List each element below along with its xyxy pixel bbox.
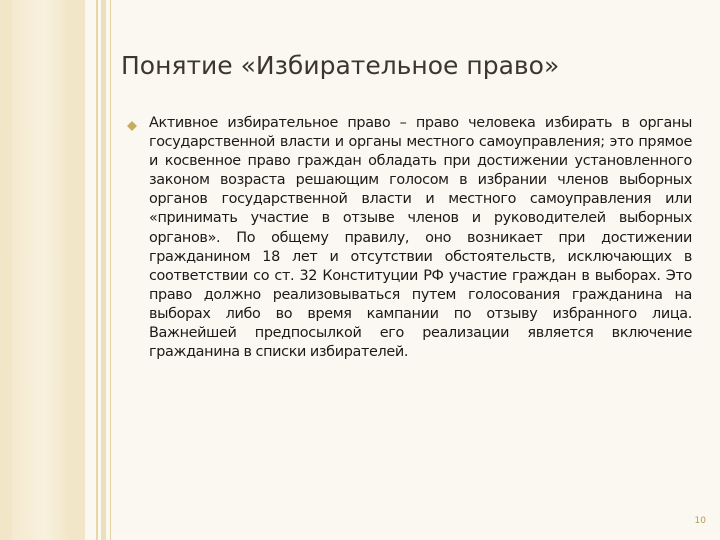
slide-title: Понятие «Избирательное право» [121, 51, 560, 80]
page-number: 10 [694, 516, 706, 526]
decorative-stripe [101, 0, 106, 540]
left-decorative-band-highlight [12, 0, 67, 540]
diamond-bullet-icon [127, 121, 137, 131]
decorative-stripe [110, 0, 111, 540]
body-paragraph: Активное избирательное право – право человека избирать в органы государственной власти и органы местного самоуправления; это прямое и косвенное право граждан обладать при достижении установленного законом возраста решающим голосом в избрании членов выборных органов государственной власти и местного самоуправления или «принимать участие в отзыве членов и руководителей выборных органов». По общему правилу, оно возникает при достижении гражданином 18 лет и отсутствии обстоятельств, исключающих в соответствии со ст. 32 Конституции РФ участие граждан в выборах. Это право должно реализовываться путем голосования гражданина на выборах либо во время кампании по отзыву избранного лица. Важнейшей предпосылкой его реализации является включение гражданина в списки избирателей. [149, 115, 692, 361]
decorative-stripe [96, 0, 98, 540]
